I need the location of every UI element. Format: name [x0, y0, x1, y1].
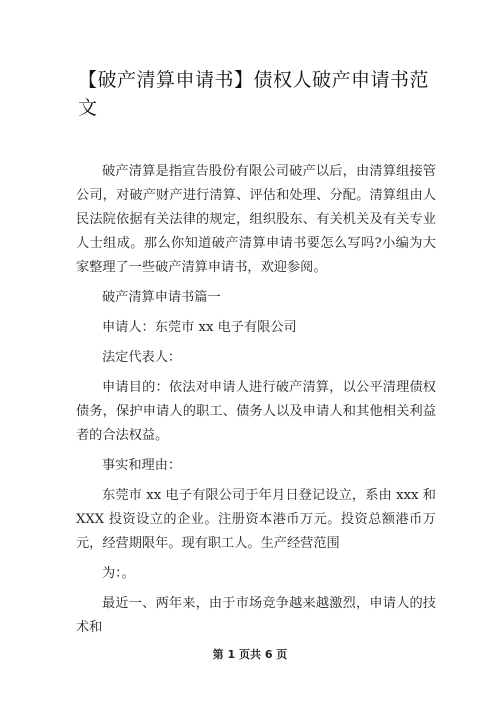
document-title: 【破产清算申请书】债权人破产申请书范文 [78, 69, 430, 119]
legal-representative-line: 法定代表人： [102, 350, 182, 365]
scope-line: 为：。 [102, 566, 135, 581]
purpose-paragraph: 申请目的：依法对申请人进行破产清算，以公平清理债权债务，保护申请人的职工、债务人以及申请人和其他相关利益者的合法权益。 [76, 380, 436, 443]
company-paragraph: 东莞市 xx 电子有限公司于年月日登记设立，系由 xxx 和 XXX 投资设立的企业。注册资本港币万元。投资总额港币万元，经营期限年。现有职工人。生产经营范围 [76, 488, 436, 551]
facts-heading: 事实和理由： [102, 458, 182, 473]
recent-years-paragraph: 最近一、两年来，由于市场竞争越来越激烈，申请人的技术和 [76, 596, 436, 635]
document-body [76, 160, 436, 640]
page-footer: 第 1 页共 6 页 [212, 648, 288, 661]
section-heading: 破产清算申请书篇一 [102, 290, 221, 305]
applicant-line: 申请人：东莞市 xx 电子有限公司 [102, 320, 297, 335]
intro-paragraph: 破产清算是指宣告股份有限公司破产以后，由清算组接管公司，对破产财产进行清算、评估和处理、分配。清算组由人民法院依据有关法律的规定，组织股东、有关机关及有关专业人士组成。那么你知道破产清算申请书要怎么写吗?小编为大家整理了一些破产清算申请书，欢迎参阅。 [76, 164, 436, 275]
